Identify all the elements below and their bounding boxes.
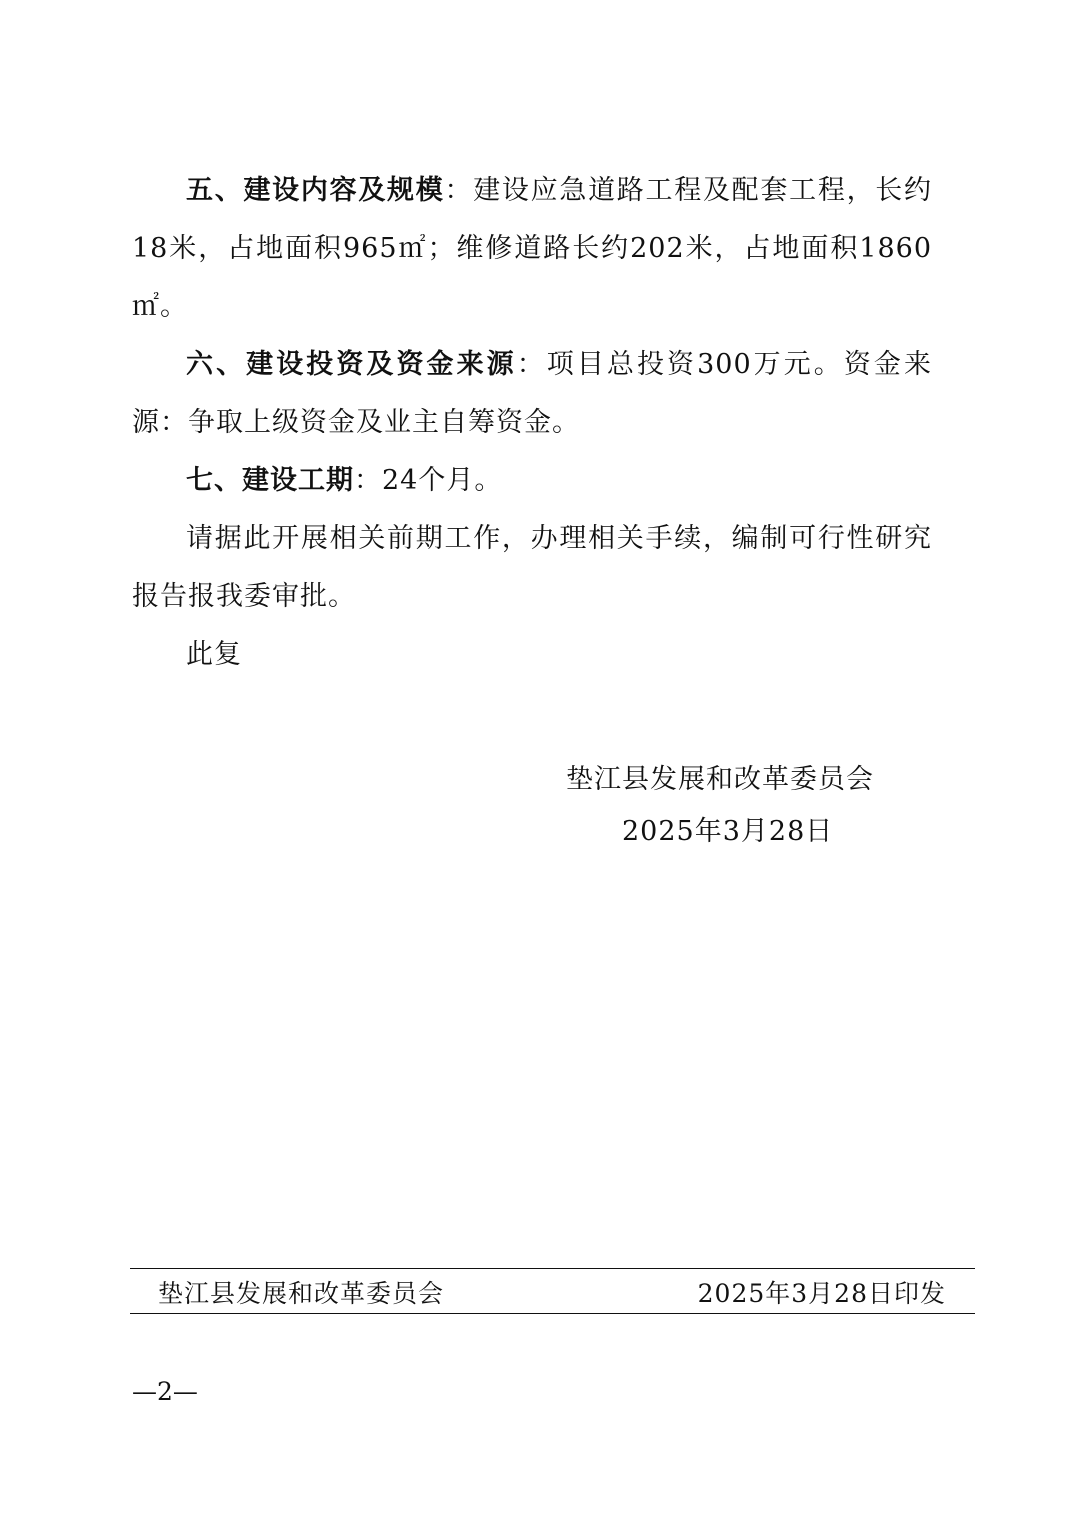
section-text: ：24个月。: [354, 465, 503, 496]
footer-issuer: 垫江县发展和改革委员会: [158, 1279, 445, 1308]
signature-date: 2025年3月28日: [622, 816, 834, 847]
section-text: ：建设应急道路工程及配套工程，长约18米，占地面积965㎡；维修道路长约202米，占地面积1860㎡。: [132, 175, 933, 322]
section-text: ：项目总投资300万元。资金来源：争取上级资金及业主自筹资金。: [132, 349, 932, 438]
instruction-paragraph: 请据此开展相关前期工作，办理相关手续，编制可行性研究报告报我委审批。: [132, 523, 932, 612]
footer-bottom-rule: [130, 1313, 975, 1314]
section-construction-content: [132, 162, 932, 336]
closing-remark: 此复: [186, 639, 242, 670]
page-number: —2—: [132, 1377, 198, 1406]
section-heading: 六、建设投资及资金来源: [186, 349, 517, 380]
section-heading: 七、建设工期: [186, 465, 354, 496]
section-heading: 五、建设内容及规模: [186, 175, 445, 206]
document-body: [132, 162, 932, 684]
signature-organization: 垫江县发展和改革委员会: [566, 764, 874, 795]
section-investment: [132, 336, 932, 452]
footer-issue-date: 2025年3月28日印发: [697, 1279, 946, 1308]
footer-top-rule: [130, 1268, 975, 1269]
section-construction-period: [132, 452, 932, 510]
